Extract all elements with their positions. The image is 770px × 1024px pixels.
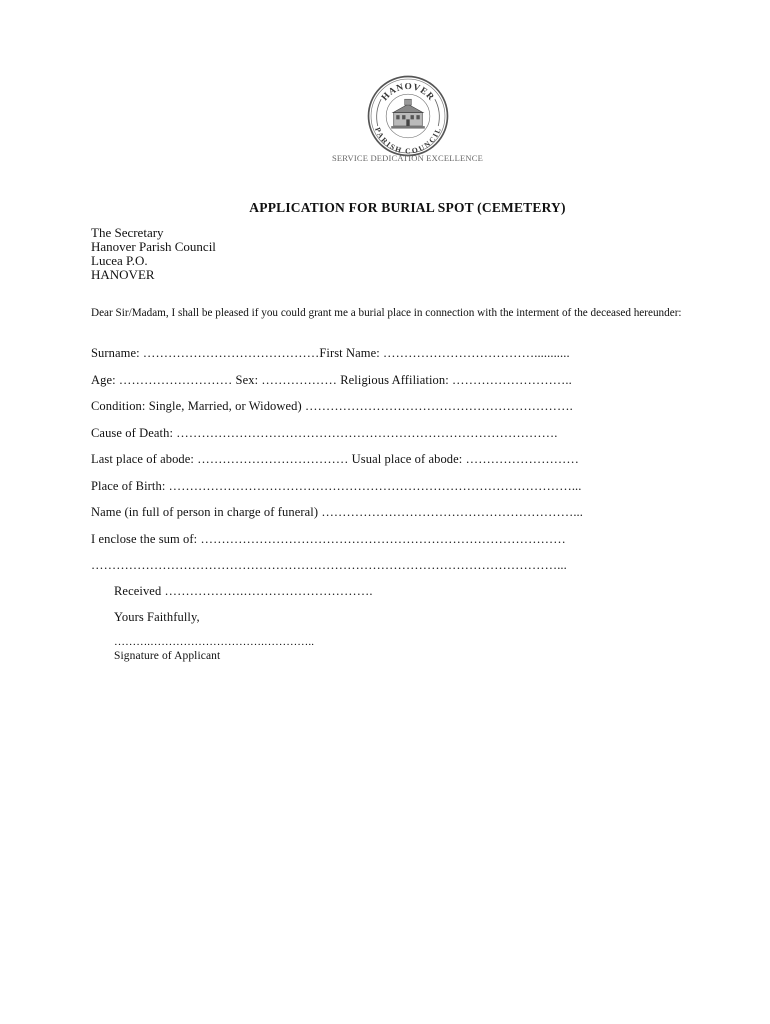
sum-field[interactable]: I enclose the sum of: …………………………………………………………………………… [91,532,566,546]
building-icon [391,99,425,128]
address-line: HANOVER [91,267,155,282]
cause-of-death-field[interactable]: Cause of Death: ………………………………………………………………………………. [91,426,558,440]
recipient-address [91,226,216,282]
svg-text:PARISH COUNCIL [373,126,443,155]
condition-field[interactable]: Condition: Single, Married, or Widowed) ………………………………………………………. [91,399,573,413]
place-of-birth-field[interactable]: Place of Birth: ……………………………………………………………………………………... [91,479,582,493]
hanover-parish-council-seal [366,74,450,158]
address-line: Hanover Parish Council [91,239,216,254]
funeral-person-field[interactable]: Name (in full of person in charge of funeral) ……………………………………………………... [91,505,584,519]
seal-bottom-text: PARISH COUNCIL [373,126,443,156]
abode-field[interactable]: Last place of abode: ……………………………… Usual place of abode: ……………………… [91,452,580,466]
surname-firstname-field[interactable]: Surname: ……………………………………First Name: ………………………………........... [91,346,570,360]
closing-text: Yours Faithfully, [114,610,200,624]
address-line: The Secretary [91,225,164,240]
received-field[interactable]: Received ……………….…………………………. [114,584,373,598]
form-title: APPLICATION FOR BURIAL SPOT (CEMETERY) [249,200,566,215]
intro-paragraph: Dear Sir/Madam, I shall be pleased if you could grant me a burial place in connection with the interment of the deceased hereunder: [91,307,682,319]
age-sex-religion-field[interactable]: Age: ……………………… Sex: ……………… Religious Affiliation: ……………………….. [91,373,572,387]
seal-top-text: HANOVER [379,81,437,103]
address-line: Lucea P.O. [91,253,148,268]
motto: SERVICE DEDICATION EXCELLENCE [331,153,484,163]
signature-line[interactable]: ……….………………………….………….. [114,636,315,648]
signature-label: Signature of Applicant [114,650,221,662]
sum-continued-field[interactable]: …………………………………………………………………………………………………... [91,558,567,572]
